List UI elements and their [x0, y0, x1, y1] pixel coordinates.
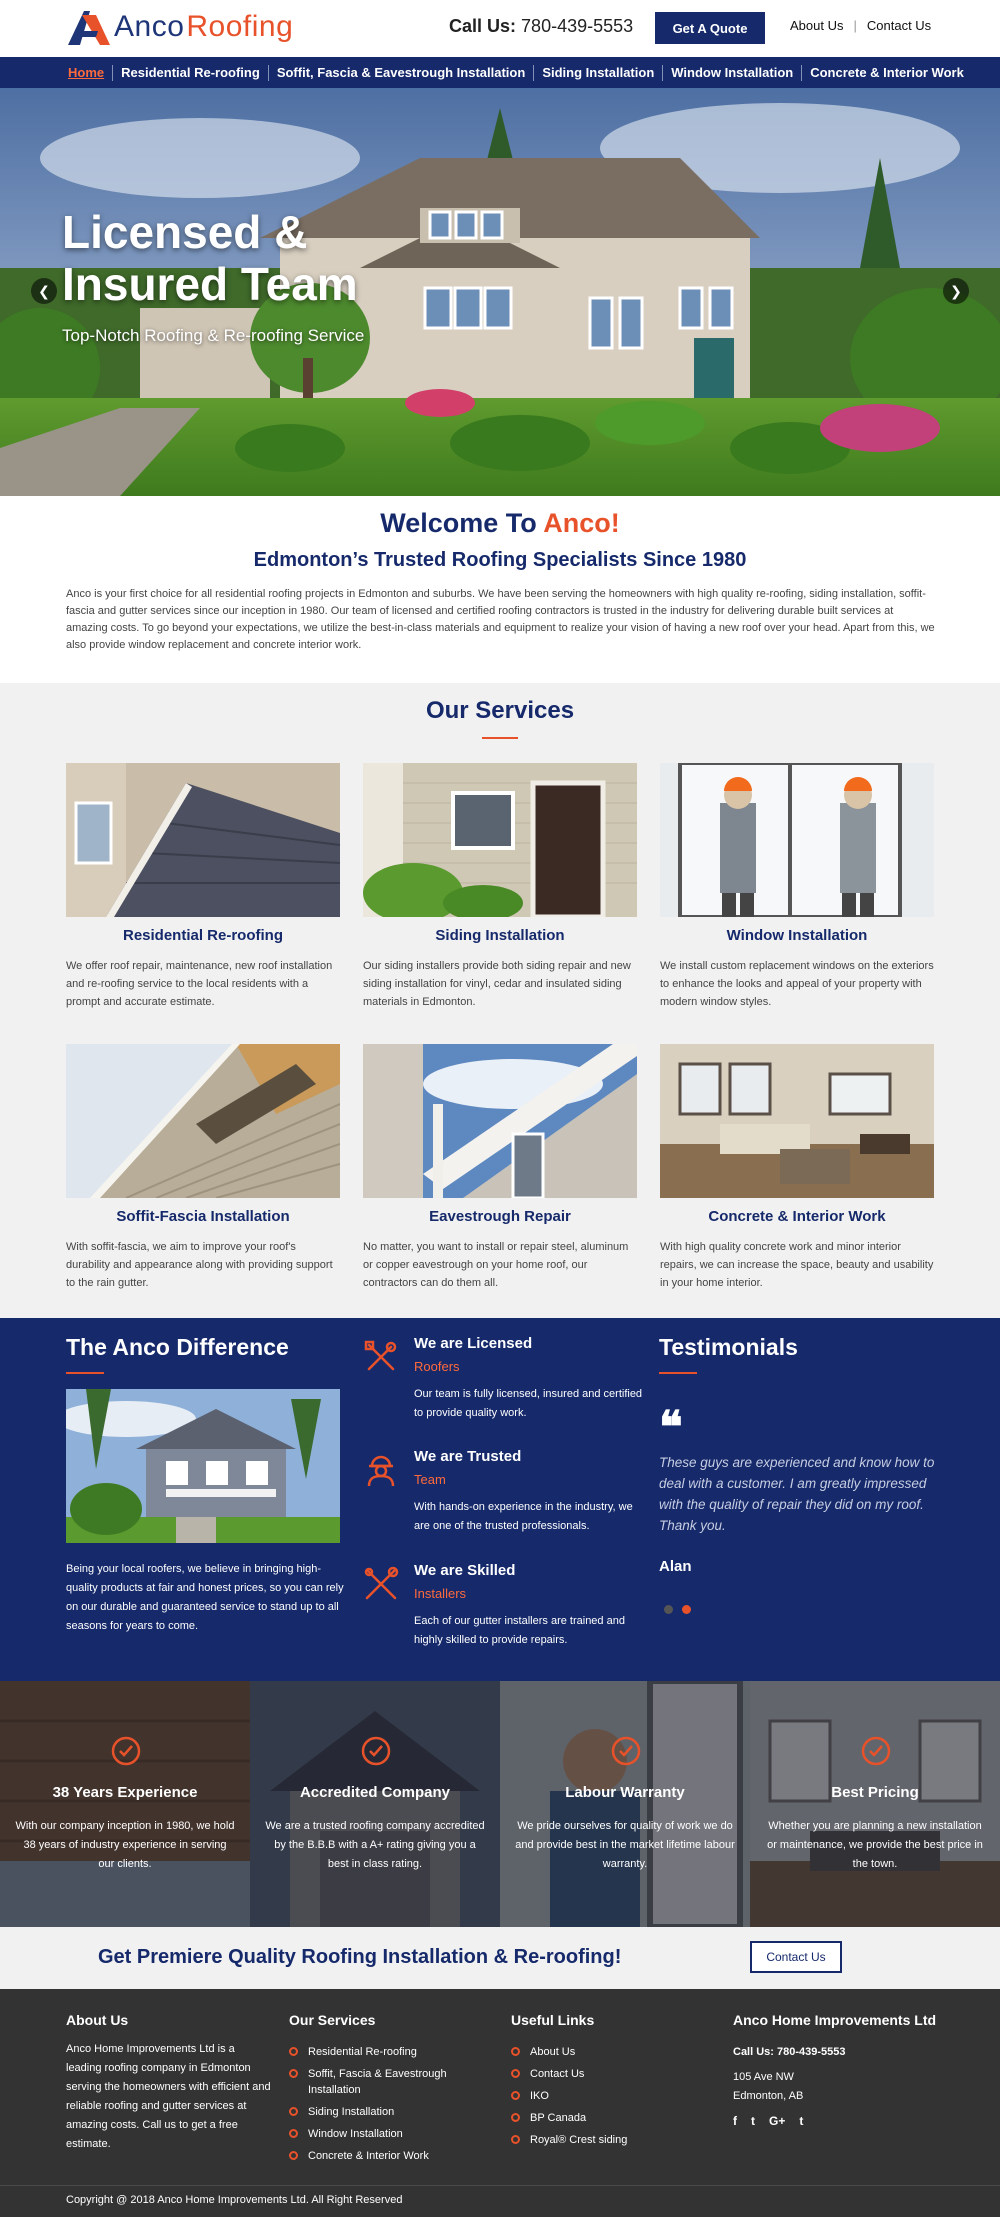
- feature-subtitle: Roofers: [414, 1359, 460, 1374]
- stat-card-experience: [0, 1681, 250, 1927]
- bullet-icon: [511, 2135, 520, 2144]
- difference-title: The Anco Difference: [66, 1334, 289, 1360]
- top-links: [790, 18, 931, 33]
- bullet-icon: [511, 2069, 520, 2078]
- check-circle-icon: [360, 1735, 392, 1767]
- service-text: Our siding installers provide both siding repair and new siding installation for vinyl, cedar and insulated siding materials in Edmonton.: [363, 960, 631, 1008]
- wrench-icon: [363, 1566, 399, 1602]
- footer-service-link[interactable]: Residential Re-roofing: [289, 2044, 479, 2060]
- hero-slider: [0, 88, 1000, 496]
- slider-dot-active[interactable]: [682, 1605, 691, 1614]
- nav-item-residential-reroofing[interactable]: Residential Re-roofing: [112, 65, 268, 81]
- phone-number: 780-439-5553: [521, 16, 634, 36]
- tumblr-icon[interactable]: t: [799, 2114, 804, 2128]
- tools-icon: [363, 1339, 399, 1375]
- service-text: We install custom replacement windows on the exteriors to enhance the looks and appeal of your property with modern window styles.: [660, 960, 934, 1008]
- footer-useful-link[interactable]: Royal® Crest siding: [511, 2132, 701, 2148]
- nav-item-window[interactable]: Window Installation: [662, 65, 801, 81]
- service-image-soffit-fascia[interactable]: [66, 1044, 340, 1198]
- feature-text: Our team is fully licensed, insured and certified to provide quality work.: [414, 1388, 643, 1419]
- nav-list: [66, 57, 972, 88]
- contact-us-link[interactable]: Contact Us: [866, 18, 932, 33]
- service-title[interactable]: Residential Re-roofing: [122, 927, 283, 944]
- slider-dot[interactable]: [664, 1605, 673, 1614]
- stat-card-accredited: [250, 1681, 500, 1927]
- service-title[interactable]: Window Installation: [726, 927, 868, 944]
- feature-text: With hands-on experience in the industry, we are one of the trusted professionals.: [414, 1501, 633, 1532]
- header-phone[interactable]: [449, 16, 633, 37]
- welcome-text: Anco is your first choice for all residential roofing projects in Edmonton and suburbs. We have been serving the homeowners with high quality re-roofing, siding installation, soffit- fascia and gutter services since our inception in 1980. Our team of licensed and certified roofing contractors is trusted in the industry for delivering durable built services at amazing costs. To go beyond your expectations, we utilize the best-in-class materials and equipment to realize your vision of having a new roof over your head. Apart from this, we also provide window replacement and concrete interior work.: [66, 588, 935, 651]
- logo[interactable]: [66, 6, 293, 48]
- feature-subtitle: Team: [414, 1472, 446, 1487]
- link-separator: |: [853, 18, 857, 33]
- check-circle-icon: [110, 1735, 142, 1767]
- footer-useful-link[interactable]: IKO: [511, 2088, 701, 2104]
- nav-item-soffit-fascia[interactable]: Soffit, Fascia & Eavestrough Installation: [268, 65, 534, 81]
- social-links: [733, 2114, 803, 2128]
- welcome-title-accent: Anco!: [543, 508, 620, 538]
- stat-text: Whether you are planning a new installation or maintenance, we provide the best price in the town.: [767, 1820, 983, 1870]
- main-nav: [0, 57, 1000, 88]
- stat-title: Best Pricing: [831, 1784, 919, 1801]
- welcome-title: [0, 508, 1000, 539]
- stat-title: Labour Warranty: [565, 1784, 685, 1801]
- google-plus-icon[interactable]: G+: [769, 2114, 786, 2128]
- chevron-left-icon[interactable]: ❮: [31, 278, 57, 304]
- welcome-title-prefix: Welcome To: [380, 508, 544, 538]
- difference-image: [66, 1389, 340, 1543]
- footer-about-text: Anco Home Improvements Ltd is a leading roofing company in Edmonton serving the homeowners with efficient and reliable roofing and gutter services at amazing costs. Call us to get a free estimate.: [66, 2043, 271, 2150]
- service-title[interactable]: Soffit-Fascia Installation: [116, 1208, 290, 1225]
- feature-title: We are Skilled: [414, 1562, 516, 1579]
- stat-title: 38 Years Experience: [52, 1784, 198, 1801]
- service-title[interactable]: Siding Installation: [435, 927, 565, 944]
- stat-card-pricing: [750, 1681, 1000, 1927]
- feature-title: We are Trusted: [414, 1448, 522, 1465]
- stat-title: Accredited Company: [299, 1784, 451, 1801]
- testimonial-author: Alan: [659, 1558, 692, 1575]
- call-label: Call Us:: [449, 16, 517, 36]
- service-text: No matter, you want to install or repair steel, aluminum or copper eavestrough on your home roof, our contractors can do them all.: [363, 1241, 629, 1289]
- stat-text: With our company inception in 1980, we hold 38 years of industry experience in serving our clients.: [15, 1820, 235, 1870]
- footer-useful-link[interactable]: BP Canada: [511, 2110, 701, 2126]
- service-image-concrete-interior[interactable]: [660, 1044, 934, 1198]
- nav-item-concrete[interactable]: Concrete & Interior Work: [801, 65, 972, 81]
- services-title: Our Services: [425, 697, 575, 724]
- bullet-icon: [289, 2069, 298, 2078]
- feature-subtitle: Installers: [414, 1586, 467, 1601]
- twitter-icon[interactable]: t: [751, 2114, 755, 2128]
- service-image-window[interactable]: [660, 763, 934, 917]
- bullet-icon: [511, 2091, 520, 2100]
- footer-service-link[interactable]: Window Installation: [289, 2126, 479, 2142]
- contact-us-button[interactable]: Contact Us: [750, 1941, 842, 1973]
- nav-item-home[interactable]: Home: [68, 64, 105, 80]
- service-text: With high quality concrete work and minor interior repairs, we can increase the space, beauty and usability in your home interior.: [660, 1241, 934, 1289]
- stat-text: We are a trusted roofing company accredited by the B.B.B with a A+ rating giving you a best in class rating.: [265, 1820, 485, 1870]
- footer-services-title: Our Services: [289, 2012, 376, 2028]
- nav-item-siding[interactable]: Siding Installation: [533, 65, 662, 81]
- stat-text: We pride ourselves for quality of work we do and provide best in the market lifetime labour warranty.: [515, 1820, 735, 1870]
- quote-icon: ❝: [659, 1402, 683, 1453]
- service-title[interactable]: Eavestrough Repair: [429, 1208, 571, 1225]
- check-circle-icon: [860, 1735, 892, 1767]
- footer-phone[interactable]: Call Us: 780-439-5553: [733, 2046, 846, 2058]
- service-text: We offer roof repair, maintenance, new roof installation and re-roofing service to the local residents with a prompt and accurate estimate.: [66, 960, 333, 1008]
- testimonials-title: Testimonials: [659, 1334, 798, 1360]
- title-underline: [659, 1372, 697, 1374]
- footer-about-title: About Us: [66, 2012, 129, 2028]
- difference-text: Being your local roofers, we believe in bringing high-quality products at fair and honest prices, so you can rely on our durable and guaranteed service to stand up to all seasons for years to come.: [66, 1563, 344, 1632]
- bullet-icon: [289, 2151, 298, 2160]
- feature-text: Each of our gutter installers are trained and highly skilled to provide repairs.: [414, 1615, 625, 1646]
- hero-subtitle: Top-Notch Roofing & Re-roofing Service: [62, 326, 365, 345]
- service-image-siding[interactable]: [363, 763, 637, 917]
- footer-services-list: [289, 2044, 479, 2170]
- footer-service-link[interactable]: Soffit, Fascia & Eavestrough Installation: [289, 2066, 479, 2098]
- footer-address-line-1: 105 Ave NW: [733, 2071, 794, 2083]
- title-underline: [66, 1372, 104, 1374]
- service-text: With soffit-fascia, we aim to improve your roof's durability and appearance along with providing support to the rain gutter.: [66, 1241, 333, 1289]
- worker-icon: [363, 1452, 399, 1488]
- title-underline: [482, 737, 518, 739]
- bullet-icon: [289, 2107, 298, 2116]
- footer-address-line-2: Edmonton, AB: [733, 2090, 804, 2102]
- hero-title-line-1: Licensed &: [62, 206, 308, 258]
- footer-service-link[interactable]: Siding Installation: [289, 2104, 479, 2120]
- bullet-icon: [289, 2129, 298, 2138]
- bullet-icon: [289, 2047, 298, 2056]
- footer-company-title: Anco Home Improvements Ltd: [733, 2012, 937, 2028]
- facebook-icon[interactable]: f: [733, 2114, 737, 2128]
- logo-text-primary: Anco: [114, 10, 185, 43]
- testimonial-text: These guys are experienced and know how to deal with a customer. I am greatly impressed with the quality of repair they did on my roof. Thank you.: [659, 1455, 935, 1533]
- logo-icon: [66, 7, 112, 47]
- chevron-right-icon[interactable]: ❯: [943, 278, 969, 304]
- footer-useful-link[interactable]: About Us: [511, 2044, 701, 2060]
- feature-title: We are Licensed: [414, 1335, 533, 1352]
- service-image-residential-reroofing[interactable]: [66, 763, 340, 917]
- hero-title-line-2: Insured Team: [62, 258, 358, 310]
- service-title[interactable]: Concrete & Interior Work: [708, 1208, 886, 1225]
- bullet-icon: [511, 2047, 520, 2056]
- check-circle-icon: [610, 1735, 642, 1767]
- service-image-eavestrough[interactable]: [363, 1044, 637, 1198]
- logo-text-accent: Roofing: [186, 10, 294, 43]
- welcome-subtitle: Edmonton’s Trusted Roofing Specialists Since 1980: [253, 549, 747, 571]
- bullet-icon: [511, 2113, 520, 2122]
- footer-service-link[interactable]: Concrete & Interior Work: [289, 2148, 479, 2164]
- copyright-text: Copyright @ 2018 Anco Home Improvements Ltd. All Right Reserved: [66, 2194, 403, 2206]
- stat-card-warranty: [500, 1681, 750, 1927]
- cta-text: Get Premiere Quality Roofing Installation & Re-roofing!: [98, 1946, 622, 1968]
- footer-useful-title: Useful Links: [511, 2012, 595, 2028]
- footer-useful-list: [511, 2044, 701, 2154]
- hero-title: [62, 206, 358, 310]
- about-us-link[interactable]: About Us: [790, 18, 844, 33]
- get-quote-button[interactable]: Get A Quote: [655, 12, 765, 44]
- footer-useful-link[interactable]: Contact Us: [511, 2066, 701, 2082]
